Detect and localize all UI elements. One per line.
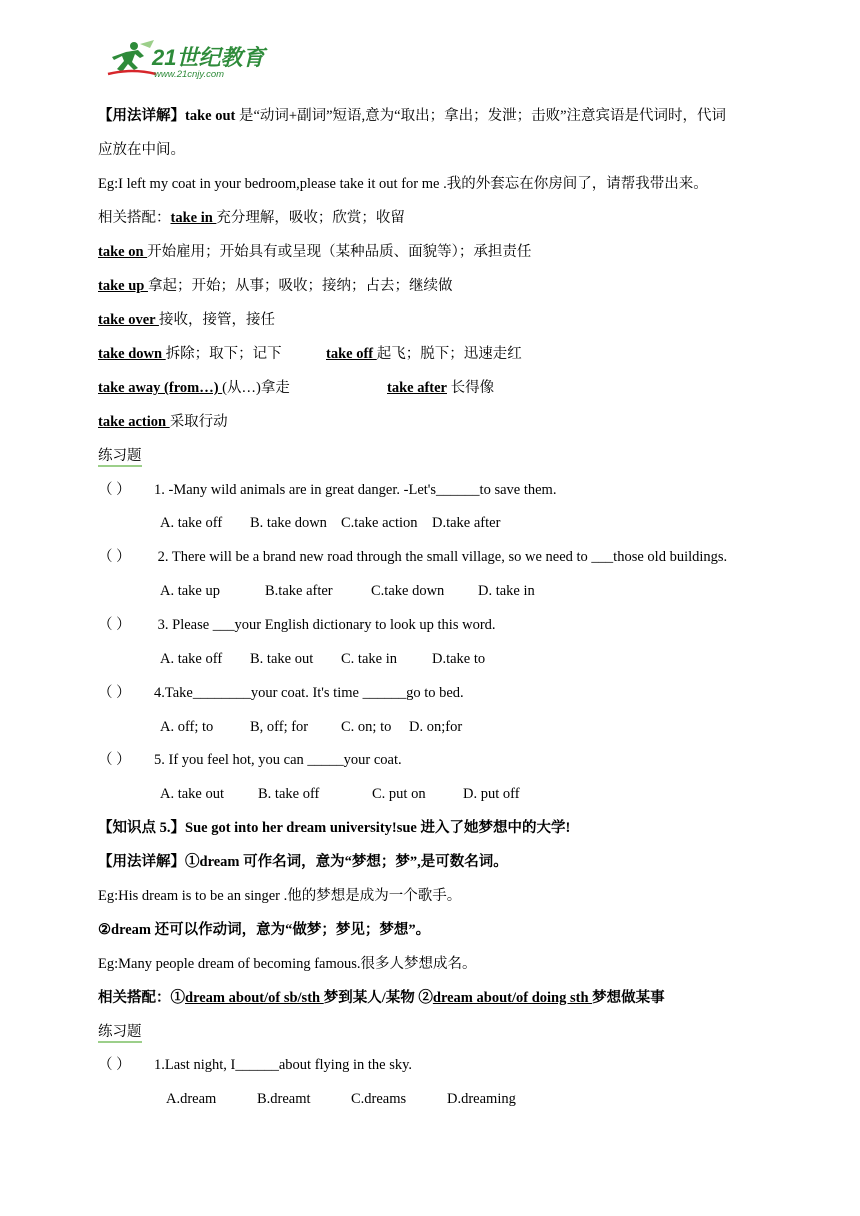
question-2: （ ） 2. There will be a brand new road through the small village, so we need to ___those old buildings.	[98, 549, 728, 565]
exercise-title-2: 练习题	[98, 1022, 142, 1042]
q1-option-a: A. take off	[160, 515, 223, 531]
dq1-option-a: A.dream	[166, 1091, 217, 1107]
collocation-take-away: take away (from…) (从…)拿走	[98, 380, 290, 396]
collocation-take-in: 相关搭配：take in 充分理解，吸收；欣赏；收留	[98, 210, 405, 226]
q3-option-d: D.take to	[432, 651, 486, 667]
q4-option-c: C. on; to	[341, 719, 392, 735]
q2-option-d: D. take in	[478, 583, 535, 599]
q5-option-b: B. take off	[258, 786, 320, 802]
q5-option-d: D. put off	[463, 786, 520, 802]
q3-option-b: B. take out	[250, 651, 314, 667]
q1-option-d: D.take after	[432, 515, 501, 531]
logo-text: 21世纪教育	[152, 45, 265, 70]
example-dream-noun: Eg:His dream is to be an singer .他的梦想是成为一个歌手。	[98, 888, 462, 904]
question-1: （ ） 1. -Many wild animals are in great danger. -Let's______to save them.	[98, 482, 557, 498]
exercise-title: 练习题	[98, 446, 142, 466]
q5-option-a: A. take out	[160, 786, 225, 802]
knowledge-point-5: 【知识点 5.】Sue got into her dream university!sue 进入了她梦想中的大学!	[98, 820, 571, 836]
dream-question-1: （ ） 1.Last night, I______about flying in the sky.	[98, 1057, 413, 1073]
collocation-take-off: take off 起飞；脱下；迅速走红	[326, 346, 522, 362]
q3-option-a: A. take off	[160, 651, 223, 667]
dq1-option-b: B.dreamt	[257, 1091, 311, 1107]
usage-take-out-cont: 应放在中间。	[98, 142, 185, 158]
collocation-take-on: take on 开始雇用；开始具有或呈现（某种品质、面貌等）；承担责任	[98, 244, 532, 260]
collocation-take-up: take up 拿起；开始；从事；吸收；接纳；占去；继续做	[98, 278, 453, 294]
example-dream-verb: Eg:Many people dream of becoming famous.很多人梦想成名。	[98, 956, 477, 972]
logo	[104, 38, 264, 82]
logo-graphic	[104, 38, 274, 84]
collocation-take-over: take over 接收，接管，接任	[98, 312, 275, 328]
q5-option-c: C. put on	[372, 786, 426, 802]
q2-option-b: B.take after	[265, 583, 333, 599]
q4-option-d: D. on;for	[409, 719, 463, 735]
collocation-take-action: take action 采取行动	[98, 414, 228, 430]
collocation-take-after: take after 长得像	[387, 380, 495, 396]
collocation-dream: 相关搭配：①dream about/of sb/sth 梦到某人/某物 ②dream about/of doing sth 梦想做某事	[98, 990, 665, 1006]
collocation-take-down: take down 拆除；取下；记下	[98, 346, 282, 362]
q4-option-a: A. off; to	[160, 719, 214, 735]
usage-dream-noun: 【用法详解】①dream 可作名词，意为“梦想；梦”,是可数名词。	[98, 854, 508, 870]
question-4: （ ） 4.Take________your coat. It's time ______go to bed.	[98, 685, 464, 701]
q2-option-c: C.take down	[371, 583, 445, 599]
usage-take-out: 【用法详解】take out 是“动词+副词”短语,意为“取出；拿出；发泄；击败”注意宾语是代词时，代词	[98, 108, 727, 124]
usage-dream-verb: ②dream 还可以作动词，意为“做梦；梦见；梦想”。	[98, 922, 431, 938]
q4-option-b: B, off; for	[250, 719, 309, 735]
logo-url: www.21cnjy.com	[154, 69, 225, 80]
q2-option-a: A. take up	[160, 583, 220, 599]
q1-option-c: C.take action	[341, 515, 418, 531]
example-take-out: Eg:I left my coat in your bedroom,please take it out for me .我的外套忘在你房间了，请帮我带出来。	[98, 176, 708, 192]
q1-option-b: B. take down	[250, 515, 327, 531]
dq1-option-d: D.dreaming	[447, 1091, 516, 1107]
dq1-option-c: C.dreams	[351, 1091, 407, 1107]
question-3: （ ） 3. Please ___your English dictionary to look up this word.	[98, 617, 496, 633]
q3-option-c: C. take in	[341, 651, 397, 667]
question-5: （ ） 5. If you feel hot, you can _____your coat.	[98, 752, 402, 768]
